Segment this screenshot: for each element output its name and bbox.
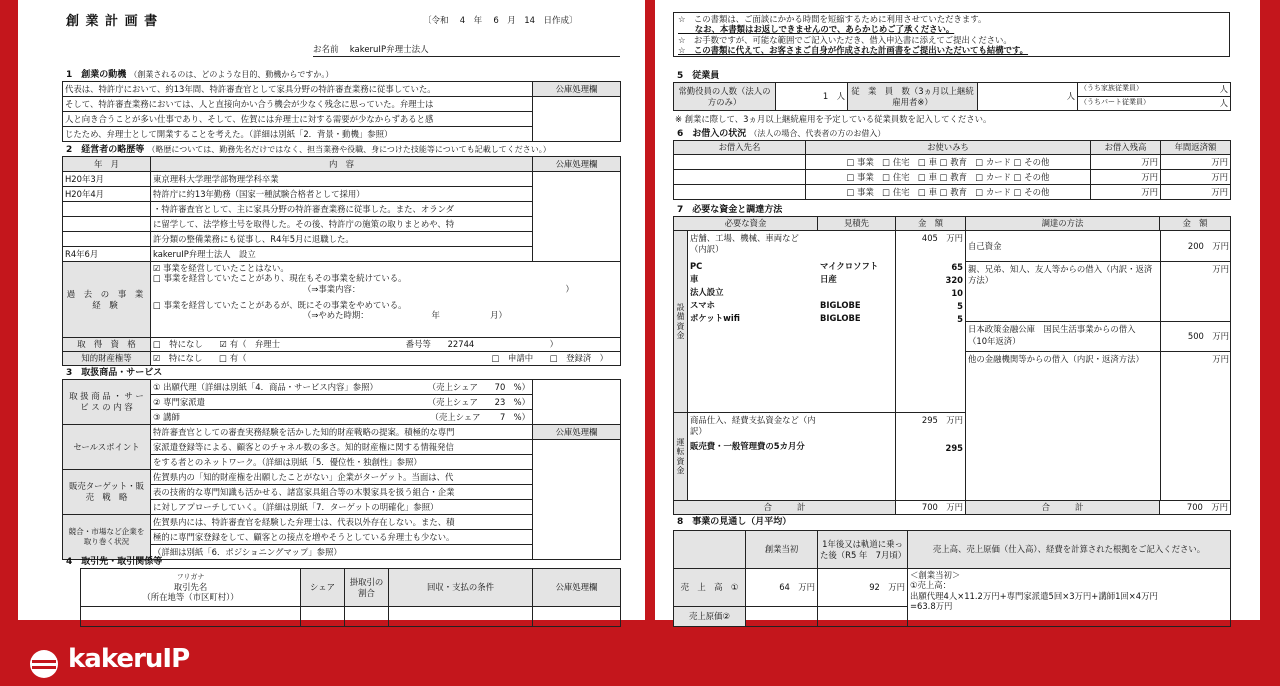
working-total: 295 万円 [921, 415, 963, 425]
brand-logo [0, 630, 220, 674]
document-title: 創 業 計 画 書 [66, 14, 159, 29]
office-use-label: 公庫処理欄 [533, 157, 621, 172]
section-4-heading: 4 取引先・取引関係等 [66, 557, 163, 567]
sales-point-label: セールスポイント [63, 425, 151, 470]
section-2-table [62, 156, 621, 366]
employees-footnote: ※ 創業に際して、3ヵ月以上継続雇用を予定している従業員数を記入してください。 [675, 114, 992, 124]
basis-line: ＜創業当初＞ [910, 570, 961, 580]
sales-row-label: 売 上 高 ① [674, 569, 746, 607]
fund-amount-header: 金 額 [1160, 217, 1231, 231]
annual-header: 年間返済額 [1161, 141, 1231, 155]
section-1-heading: 1 創業の動機 （創業されるのは、どのような目的、動機からですか。） [66, 70, 334, 80]
history-date: H20年3月 [63, 172, 151, 187]
working-item: 販売費・一般管理費の5カ月分 [690, 440, 805, 451]
goods-share: （売上シェア 70 %） [427, 381, 530, 392]
past-experience-label: 過 去 の 事 業 経 験 [63, 262, 151, 338]
fund-source: 日本政策金融公庫 国民生活事業からの借入 （10年返済） [966, 321, 1160, 351]
partner-name-label: 取引先名 [173, 581, 208, 592]
target-line: に対しアプローチしていく。（詳細は別紙「7．ターゲットの明確化」参照） [151, 500, 533, 515]
working-fund-label: 運転資金 [674, 413, 688, 501]
ip-rights-label: 知的財産権等 [63, 352, 151, 366]
equipment-item: PC マイクロソフト [690, 260, 879, 271]
part-unit: 人 [1219, 98, 1228, 109]
total-need-label: 合 計 [674, 501, 896, 515]
terms-header: 回収・支払の条件 [389, 569, 533, 607]
fund-amount: 万円 [1160, 261, 1231, 321]
plan-right-page [655, 0, 1260, 620]
motive-line: 代表は、特許庁において、約13年間、特許審査官として家具分野の特許審査業務に従事していた。 [63, 82, 533, 97]
goods-item: ① 出願代理（詳細は別紙「4．商品・サービス内容」参照） [153, 381, 378, 392]
ip-rights-value: ☑ 特になし □ 有（ [153, 353, 247, 364]
officers-label: 常勤役員の人数（法人の方のみ） [674, 83, 776, 111]
annual-unit: 万円 [1161, 170, 1231, 185]
fund-source: 親、兄弟、知人、友人等からの借入（内訳・返済方法） [966, 261, 1160, 321]
section-5-heading: 5 従業員 [677, 71, 720, 81]
total-need-value: 700 万円 [896, 501, 966, 515]
competition-label: 競合・市場など企業を取り巻く状況 [63, 515, 151, 560]
section-1-table [62, 81, 621, 142]
furigana-label: フリガナ [176, 572, 205, 581]
annual-unit: 万円 [1161, 185, 1231, 200]
target-line: 佐賀県内の「知的財産権を出願したことがない」企業がターゲット。当面は、代 [151, 470, 533, 485]
share-header: シェア [301, 569, 345, 607]
applicant-name-line [313, 45, 620, 57]
equipment-amount: 5 [957, 313, 963, 324]
method-header: 調達の方法 [966, 217, 1160, 231]
equipment-fund-label: 設備資金 [674, 231, 688, 413]
experience-option: □ 事業を経営していたことがあるが、既にその事業をやめている。 [153, 299, 407, 310]
section-6-heading: 6 お借入の状況 （法人の場合、代表者の方のお借入） [677, 129, 886, 139]
lender-header: お借入先名 [674, 141, 806, 155]
credit-ratio-header: 掛取引の割合 [345, 569, 389, 607]
name-label: お名前 [313, 45, 339, 55]
history-text: kakeruIP弁理士法人 設立 [151, 247, 533, 262]
office-use-label: 公庫処理欄 [533, 569, 621, 607]
basis-line: =63.8万円 [910, 600, 953, 611]
partner-address-label: （所在地等（市区町村）） [142, 591, 239, 602]
experience-option: □ 事業を経営していたことがあり、現在もその事業を続けている。 [153, 273, 407, 284]
competition-line: （詳細は別紙「6．ポジショニングマップ」参照） [151, 545, 533, 560]
qualification-value: □ 特になし ☑ 有（ 弁理士 [153, 339, 280, 350]
person-unit: 人 [836, 91, 845, 102]
note-line: ☆ この書類に代えて、お客さまご自身が作成された計画書をご提出いただいても結構です。 [678, 44, 1029, 55]
history-text: 東京理科大学理学部物理学科卒業 [151, 172, 533, 187]
family-unit: 人 [1219, 84, 1228, 95]
name-value: kakeruIP弁理士法人 [349, 45, 429, 55]
section-7-heading: 7 必要な資金と調達方法 [677, 205, 783, 215]
funding-methods [966, 231, 1231, 500]
history-text: 特許庁に約13年勤務（国家一種試験合格者として採用） [151, 187, 533, 202]
motive-line: 人と向き合うことが多い仕事であり、そして、佐賀には弁理士に対する需要が少なからずあると感 [63, 112, 533, 127]
creation-date: 〔令和 4 年 6 月 14 日作成〕 [423, 16, 578, 26]
equipment-item: スマホ BIGLOBE [690, 299, 861, 310]
equipment-amount: 65 [951, 261, 963, 272]
later-header: 1年後又は軌道に乗った後（R5 年 7月頃） [818, 531, 908, 569]
section-3-heading: 3 取扱商品・サービス [66, 368, 163, 378]
year-month-header: 年 月 [63, 157, 151, 172]
target-strategy-label: 販売ターゲット・販 売 戦 略 [63, 470, 151, 515]
total-fund-label: 合 計 [966, 501, 1160, 515]
balance-unit: 万円 [1091, 155, 1161, 170]
equipment-amount: 10 [951, 287, 963, 298]
total-fund-value: 700 万円 [1160, 501, 1231, 515]
working-amount: 295 [945, 442, 963, 453]
balance-unit: 万円 [1091, 185, 1161, 200]
target-line: 表の技術的な専門知識も活かせる、諸富家具組合等の木製家具を扱う組合・企業 [151, 485, 533, 500]
section-3-table [62, 379, 621, 560]
note-line: ☆ この書類は、ご面談にかかる時間を短縮するために利用させていただきます。 [678, 14, 987, 24]
part-employees-label: （うちパート従業員） [1080, 98, 1150, 107]
sales-later-value: 92 万円 [818, 569, 908, 607]
section-4-table [80, 568, 621, 627]
sales-start-value: 64 万円 [746, 569, 818, 607]
equipment-amount: 320 [945, 274, 963, 285]
fund-amount: 万円 [1160, 351, 1231, 500]
employees-label: 従 業 員 数（3ヵ月以上継続雇用者※） [848, 83, 978, 111]
section-8-heading: 8 事業の見通し（月平均） [677, 517, 792, 527]
office-use-label: 公庫処理欄 [533, 425, 621, 440]
history-text: ・特許審査官として、主に家具分野の特許審査業務に従事した。また、オランダ [151, 202, 533, 217]
motive-line: そして、特許審査業務においては、人と直接向かい合う機会が少なく残念に思っていた。弁理士は [63, 97, 533, 112]
brand-circle-icon [26, 646, 66, 686]
fund-amount: 500 万円 [1160, 321, 1231, 351]
fund-source: 他の金融機関等からの借入（内訳・返済方法） [966, 351, 1160, 500]
fund-source: 自己資金 [966, 231, 1160, 261]
competition-line: 極的に専門家登録をして、顧客との接点を増やそうとしている弁理士も少ない。 [151, 530, 533, 545]
family-employees-label: （うち家族従業員） [1080, 84, 1143, 93]
note-line: なお、本書類はお返しできませんので、あらかじめご了承ください。 [678, 24, 955, 35]
equipment-item: 車 日産 [690, 273, 837, 284]
office-use-label: 公庫処理欄 [533, 82, 621, 97]
goods-item: ② 専門家派遣 [153, 396, 206, 407]
experience-detail: （⇒やめた時期： 年 月） [303, 310, 507, 320]
employees-unit: 人 [978, 83, 1078, 111]
working-desc: 商品仕入、経費支払資金など（内訳） [690, 415, 816, 436]
goods-share: （売上シェア 7 %） [430, 411, 530, 422]
history-date: R4年6月 [63, 247, 151, 262]
use-options: □ 事業 □ 住宅 □ 車 □ 教育 □ カード □ その他 [806, 185, 1091, 200]
balance-unit: 万円 [1091, 170, 1161, 185]
need-header: 必要な資金 [674, 217, 818, 231]
use-options: □ 事業 □ 住宅 □ 車 □ 教育 □ カード □ その他 [806, 170, 1091, 185]
basis-line: 出願代理4人×11.2万円+専門家派遣5回×3万円+講師1回×4万円 [910, 590, 1158, 601]
quote-header: 見積先 [818, 217, 896, 231]
fund-amount: 200 万円 [1160, 231, 1231, 261]
section-6-table [673, 140, 1231, 200]
section-8-table [673, 530, 1231, 627]
history-text: に留学して、法学修士号を取得した。その後、特許庁の施策の取りまとめや、特 [151, 217, 533, 232]
section-2-heading: 2 経営者の略歴等 （略歴については、勤務先名だけではなく、担当業務や役職、身につけた技能等についても記載してください。） [66, 145, 551, 155]
equipment-total: 405 万円 [921, 233, 963, 243]
start-header: 創業当初 [746, 531, 818, 569]
equipment-amount: 5 [957, 300, 963, 311]
basis-line: ①売上高： [910, 580, 952, 591]
goods-share: （売上シェア 23 %） [427, 396, 530, 407]
section-7-table [673, 216, 1231, 515]
use-header: お使いみち [806, 141, 1091, 155]
goods-services-label: 取 扱 商 品 ・ サ ー ビ ス の 内 容 [63, 380, 151, 425]
qualification-label: 取 得 資 格 [63, 338, 151, 352]
content-header: 内 容 [151, 157, 533, 172]
cost-row-label: 売上原価② [674, 607, 746, 627]
competition-line: 佐賀県内には、特許審査官を経験した弁理士は、代表以外存在しない。また、積 [151, 515, 533, 530]
note-line: ☆ お手数ですが、可能な範囲でご記入いただき、借入申込書に添えてご提出ください。 [678, 34, 1012, 45]
qualification-number: 番号等 22744 ） [405, 339, 558, 350]
officers-value: 1 [822, 91, 829, 102]
sales-point-line: をする者とのネットワーク。（詳細は別紙「5．優位性・独創性」参照） [151, 455, 533, 470]
equipment-desc: 店舗、工場、機械、車両など（内訳） [690, 233, 799, 254]
plan-left-page [18, 0, 645, 620]
experience-detail: （⇒事業内容： ） [303, 283, 574, 294]
history-text: 許分類の整備業務にも従事し、R4年5月に退職した。 [151, 232, 533, 247]
balance-header: お借入残高 [1091, 141, 1161, 155]
history-date: H20年4月 [63, 187, 151, 202]
annual-unit: 万円 [1161, 155, 1231, 170]
ip-rights-status: □ 申請中 □ 登録済 ） [491, 353, 608, 364]
motive-line: じたため、弁理士として開業することを考えた。（詳細は別紙「2．背景・動機」参照） [63, 127, 533, 142]
use-options: □ 事業 □ 住宅 □ 車 □ 教育 □ カード □ その他 [806, 155, 1091, 170]
experience-option: ☑ 事業を経営していたことはない。 [153, 263, 289, 273]
section-5-table [673, 82, 1231, 111]
amount-header: 金 額 [896, 217, 966, 231]
goods-item: ③ 講師 [153, 411, 180, 422]
equipment-item: 法人設立 [690, 286, 724, 297]
brand-name: kakeruIP [68, 644, 190, 674]
sales-point-line: 特許審査官としての審査実務経験を活かした知的財産戦略の提案。積極的な専門 [151, 425, 533, 440]
sales-point-line: 家派遣登録等による、顧客とのチャネル数の多さ。知的財産権に関する情報発信 [151, 440, 533, 455]
notes-box [673, 12, 1230, 57]
equipment-item: ポケットwifi BIGLOBE [690, 312, 861, 323]
basis-header: 売上高、売上原価（仕入高）、経費を計算された根拠をご記入ください。 [908, 531, 1231, 569]
